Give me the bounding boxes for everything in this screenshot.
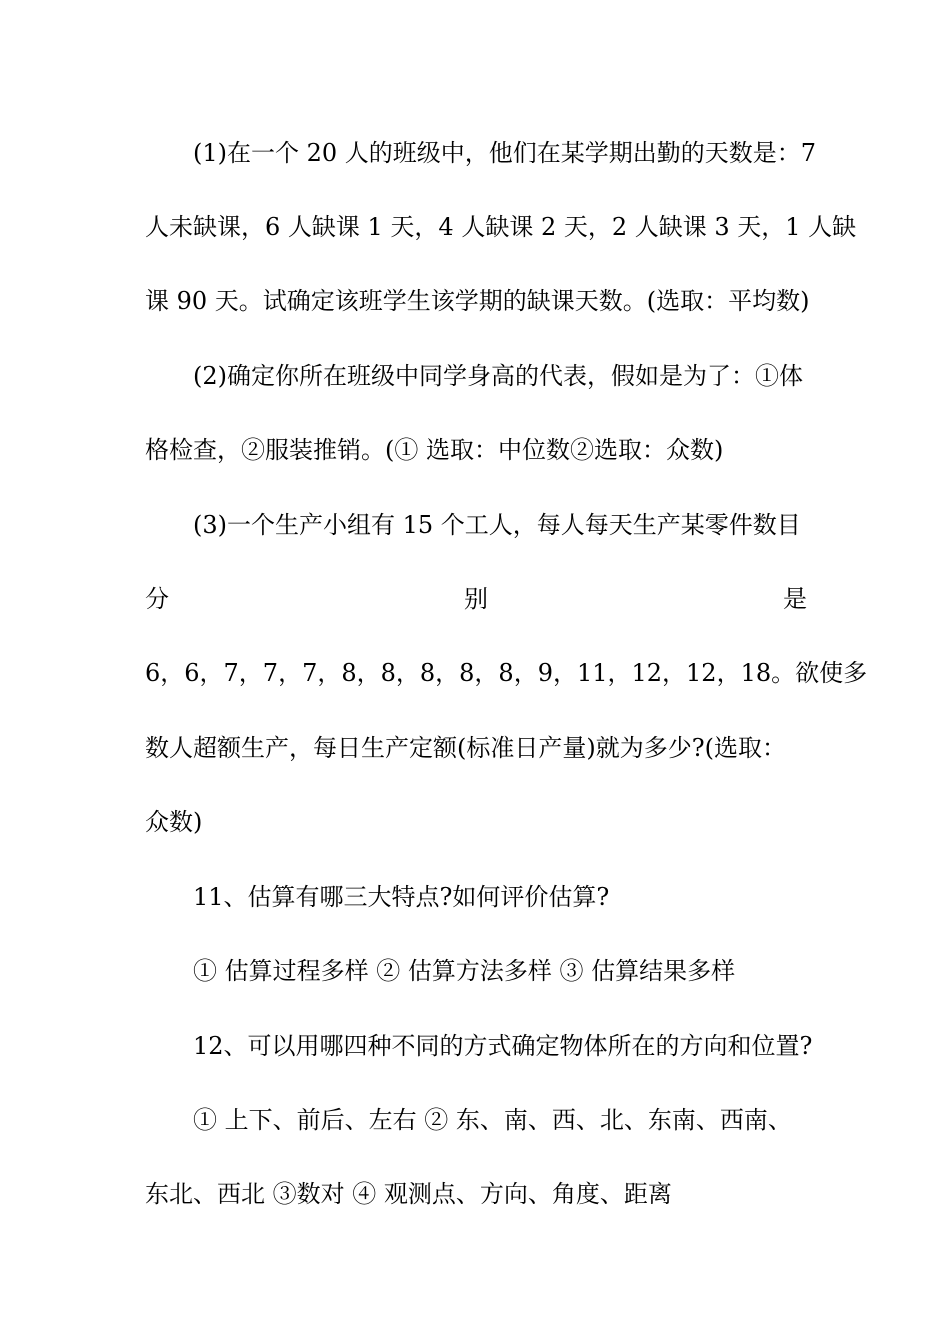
text-line-q3-spread xyxy=(145,584,807,614)
answer-12-a: ① 上下、前后、左右 ② 东、南、西、北、东南、西南、 xyxy=(193,1106,792,1134)
spread-char-1: 分 xyxy=(145,585,169,613)
text-line-q2-a: (2)确定你所在班级中同学身高的代表，假如是为了：①体 xyxy=(193,362,803,390)
answer-11: ① 估算过程多样 ② 估算方法多样 ③ 估算结果多样 xyxy=(193,957,736,985)
text-line-q3-a: (3)一个生产小组有 15 个工人，每人每天生产某零件数目 xyxy=(193,511,801,539)
text-line-q3-d: 众数) xyxy=(145,808,203,836)
text-line-q2-b: 格检查，②服装推销。(① 选取：中位数②选取：众数) xyxy=(145,436,724,464)
question-11: 11、估算有哪三大特点?如何评价估算? xyxy=(193,883,610,911)
spread-char-3: 是 xyxy=(783,585,807,613)
text-line-q3-data: 6，6，7，7，7，8，8，8，8，8，9，11，12，12，18。欲使多 xyxy=(145,659,868,687)
text-line-q1-c: 课 90 天。试确定该班学生该学期的缺课天数。(选取：平均数) xyxy=(145,287,810,315)
text-line-q1-a: (1)在一个 20 人的班级中，他们在某学期出勤的天数是：7 xyxy=(193,139,817,167)
question-12: 12、可以用哪四种不同的方式确定物体所在的方向和位置? xyxy=(193,1032,813,1060)
answer-12-b: 东北、西北 ③数对 ④ 观测点、方向、角度、距离 xyxy=(145,1180,672,1208)
text-line-q3-c: 数人超额生产，每日生产定额(标准日产量)就为多少?(选取： xyxy=(145,734,786,762)
spread-char-2: 别 xyxy=(464,585,488,613)
text-line-q1-b: 人未缺课，6 人缺课 1 天，4 人缺课 2 天，2 人缺课 3 天，1 人缺 xyxy=(145,213,857,241)
